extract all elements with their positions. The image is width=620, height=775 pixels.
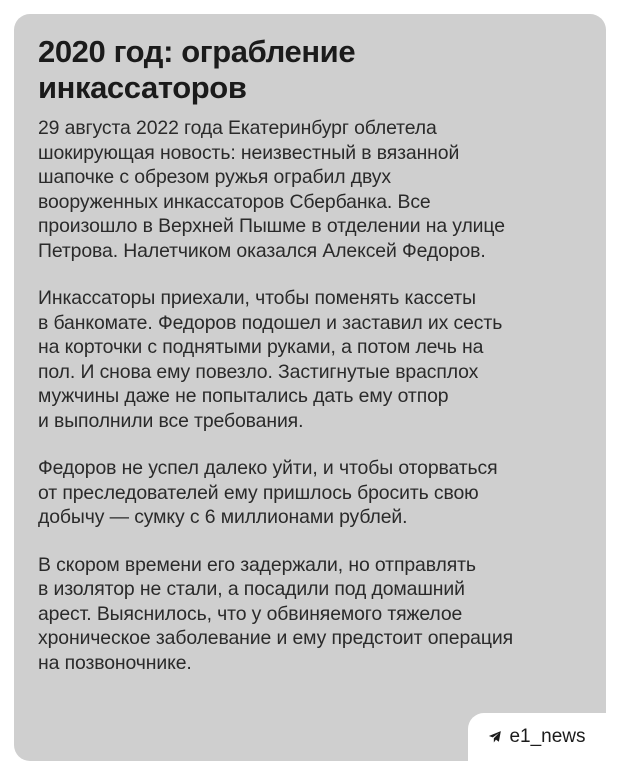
article-paragraph: 29 августа 2022 года Екатеринбург облетела шокирующая новость: неизвестный в вязанной шапочке с обрезом ружья ограбил двух вооруженных инкассаторов Сбербанка. Все произошло в Верхней Пышме в отделении на улице Петрова. Налетчиком оказался Алексей Федоров. [38,117,505,262]
article-card [14,14,606,761]
article-body [38,116,580,675]
channel-badge[interactable] [468,713,606,761]
article-paragraph: В скором времени его задержали, но отправлять в изолятор не стали, а посадили под домашний арест. Выяснилось, что у обвиняемого тяжелое хроническое заболевание и ему предстоит операция на позвоночнике. [38,553,513,674]
telegram-icon [488,730,502,744]
article-title: 2020 год: ограбление инкассаторов [38,34,356,105]
channel-name: e1_news [509,726,586,747]
article-paragraph: Федоров не успел далеко уйти, и чтобы оторваться от преследователей ему пришлось бросить свою добычу — сумку с 6 миллионами рублей. [38,457,498,528]
article-paragraph: Инкассаторы приехали, чтобы поменять кассеты в банкомате. Федоров подошел и заставил их сесть на корточки с поднятыми руками, а потом лечь на пол. И снова ему повезло. Застигнутые врасплох мужчины даже не попытались дать ему отпор и выполнили все требования. [38,287,503,432]
